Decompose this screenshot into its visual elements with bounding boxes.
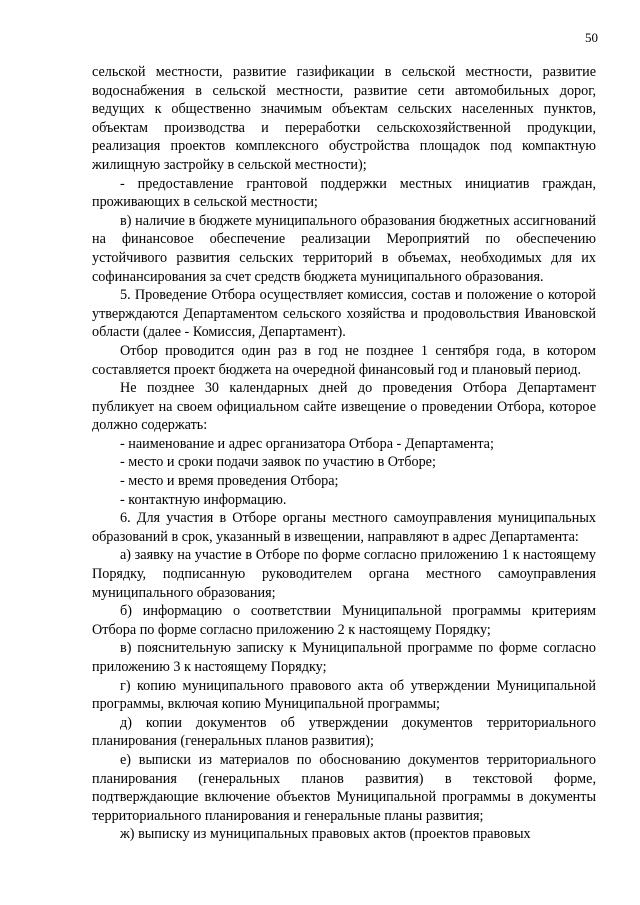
list-item: - наименование и адрес организатора Отбора - Департамента; <box>120 435 494 452</box>
paragraph: б) информацию о соответствии Муниципальной программы критериям Отбора по форме согласно приложению 2 к настоящему Порядку; <box>92 603 596 638</box>
paragraph: в) наличие в бюджете муниципального образования бюджетных ассигнований на финансовое обеспечение реализации Мероприятий по обеспечению устойчивого развития сельских территорий в объемах, необходимых для их софинансирования за счет средств бюджета муниципального образования. <box>92 212 596 285</box>
paragraph: е) выписки из материалов по обоснованию документов территориального планирования (генеральных планов развития) в текстовой форме, подтверждающие включение объектов Муниципальной программы в документы территориального планирования и генеральные планы развития; <box>92 751 596 824</box>
paragraph: г) копию муниципального правового акта об утверждении Муниципальной программы, включая копию Муниципальной программы; <box>92 677 596 713</box>
list-item: - место и время проведения Отбора; <box>120 473 339 490</box>
list-item: - место и сроки подачи заявок по участию в Отборе; <box>120 454 436 471</box>
page-number: 50 <box>585 30 598 45</box>
paragraph: 6. Для участия в Отборе органы местного самоуправления муниципальных образований в срок, указанный в извещении, направляют в адрес Департамента: <box>92 510 596 545</box>
paragraph: 5. Проведение Отбора осуществляет комиссия, состав и положение о которой утверждаются Департаментом сельского хозяйства и продовольствия Ивановской области (далее - Комиссия, Департамент). <box>92 287 596 341</box>
paragraph: - предоставление грантовой поддержки местных инициатив граждан, проживающих в сельской местности; <box>92 175 596 211</box>
paragraph: ж) выписку из муниципальных правовых актов (проектов правовых <box>120 826 531 843</box>
paragraph: Не позднее 30 календарных дней до проведения Отбора Департамент публикует на своем официальном сайте извещение о проведении Отбора, которое должно содержать: <box>92 380 596 434</box>
paragraph: д) копии документов об утверждении документов территориального планирования (генеральных планов развития); <box>92 714 596 750</box>
document-body <box>92 63 596 844</box>
paragraph: а) заявку на участие в Отборе по форме согласно приложению 1 к настоящему Порядку, подписанную руководителем органа местного самоуправления муниципального образования; <box>92 547 596 601</box>
paragraph: сельской местности, развитие газификации в сельской местности, развитие водоснабжения в сельской местности, развитие сети автомобильных дорог, ведущих к общественно значимым объектам сельских населенных пунктов, объектам производства и переработки сельскохозяйственной продукции, реализация проектов комплексного обустройства площадок под компактную жилищную застройку в сельской местности); <box>92 64 596 173</box>
list-item: - контактную информацию. <box>120 491 287 508</box>
paragraph: Отбор проводится один раз в год не позднее 1 сентября года, в котором составляется проект бюджета на очередной финансовый год и плановый период. <box>92 342 596 378</box>
paragraph: в) пояснительную записку к Муниципальной программе по форме согласно приложению 3 к настоящему Порядку; <box>92 640 596 675</box>
